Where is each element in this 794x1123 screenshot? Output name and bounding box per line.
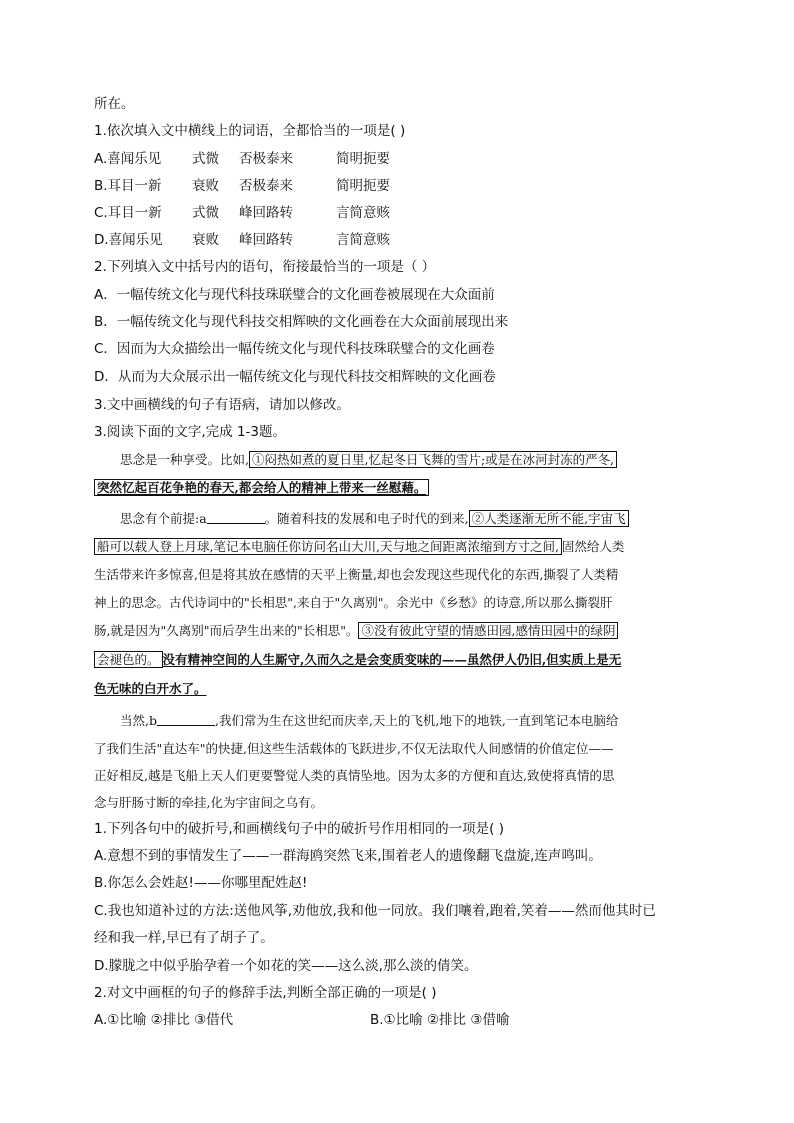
r1-option-c-line2[interactable]: 经和我一样,早已有了胡子了。 — [94, 930, 274, 946]
passage-p2-line3: 生活带来许多惊喜,但是将其放在感情的天平上衡量,却也会发现这些现代化的东西,撕裂了人类精 — [94, 567, 619, 582]
q2-option-a[interactable]: A．一幅传统文化与现代科技珠联璧合的文化画卷被展现在大众面前 — [94, 287, 495, 303]
boxed-sentence-3b: 会褪色的。 — [94, 651, 163, 668]
r1-option-a[interactable]: A.意想不到的事情发生了——一群海鸥突然飞来,围着老人的遗像翻飞盘旋,连声鸣叫。 — [94, 848, 602, 864]
underlined-sentence-1: 突然忆起百花争艳的春天,都会给人的精神上带来一丝慰藉。 — [94, 479, 429, 496]
q2-option-d[interactable]: D．从而为大众展示出一幅传统文化与现代科技交相辉映的文化画卷 — [94, 369, 496, 385]
r2-stem: 2.对文中画框的句子的修辞手法,判断全部正确的一项是( ) — [94, 985, 437, 1001]
r1-option-b[interactable]: B.你怎么会姓赵!——你哪里配姓赵! — [94, 875, 308, 891]
passage-p2-line2: 船可以载人登上月球,笔记本电脑任你访问名山大川,天与地之间距离浓缩到方寸之间, 固然给人类 — [94, 538, 624, 556]
boxed-sentence-2a: ②人类逐渐无所不能,宇宙飞 — [469, 510, 629, 527]
passage-p2-line4: 神上的思念。古代诗词中的"长相思",来自于"久离别"。余光中《乡愁》的诗意,所以那么撕裂肝 — [94, 595, 613, 610]
passage-p3-line3: 正好相反,越是飞船上天人们更要警觉人类的真情坠地。因为太多的方便和直达,致使将真情的思 — [94, 768, 615, 783]
boxed-sentence-2b: 船可以载人登上月球,笔记本电脑任你访问名山大川,天与地之间距离浓缩到方寸之间, — [94, 538, 562, 555]
q2-stem: 2.下列填入文中括号内的语句，衔接最恰当的一项是（ ） — [94, 259, 436, 275]
q2-option-b[interactable]: B．一幅传统文化与现代科技交相辉映的文化画卷在大众面前展现出来 — [94, 314, 509, 330]
blank-a[interactable] — [207, 511, 265, 524]
underlined-sentence-2a: 没有精神空间的人生厮守,久而久之是会变质变味的——虽然伊人仍旧,但实质上是无 — [162, 652, 622, 667]
blank-b[interactable] — [157, 713, 215, 726]
r2-option-b[interactable]: B.①比喻 ②排比 ③借喻 — [370, 1012, 510, 1028]
passage-p3-line1: 当然,b ,我们常为生在这世纪而庆幸,天上的飞机,地下的地铁,一直到笔记本电脑给 — [120, 713, 619, 728]
q2-option-c[interactable]: C．因而为大众描绘出一幅传统文化与现代科技珠联璧合的文化画卷 — [94, 341, 495, 357]
r1-option-d[interactable]: D.朦胧之中似乎胎孕着一个如花的笑——这么淡,那么淡的倩笑。 — [94, 958, 478, 974]
reading-title: 3.阅读下面的文字,完成 1-3题。 — [94, 424, 287, 440]
passage-p2-line7 — [94, 680, 207, 698]
q3-stem: 3.文中画横线的句子有语病，请加以修改。 — [94, 397, 350, 413]
r1-option-c-line1[interactable]: C.我也知道补过的方法:送他风筝,劝他放,我和他一同放。我们嚷着,跑着,笑着——然而他其时已 — [94, 903, 656, 919]
q1-stem: 1.依次填入文中横线上的词语，全都恰当的一项是( ) — [94, 123, 406, 139]
passage-p2-line5: 肠,就是因为"久离别"而后孕生出来的"长相思"。 ③没有彼此守望的情感田园,感情田园中的绿阴 — [94, 622, 618, 640]
document-page: 所在。 1.依次填入文中横线上的词语，全都恰当的一项是( ) A.喜闻乐见 式微 否极泰来 简明扼要 B.耳目一新 衰败 否极泰来 简明扼要 C.耳目一新 式微 峰回路转 言简意赅 D.喜闻乐见 衰败 峰回路转 言简意赅 2.下列填入文中括号内的语句，衔接最恰当的一项是（ ） A．一幅传统文化与现代科技珠联璧合的文化画卷被展现在大众面前 B．一幅传统文化与现代科技交相辉映的文化画卷在大众面前展现出来 C．因而为大众描绘出一幅传统文化与现代科技珠联璧合的文化画卷 D．从而为大众展示出一幅传统文化与现代科技交相辉映的文化画卷 3.文中画横线的句子有语病，请加以修改。 3.阅读下面的文字,完成 1-3题。 思念是一种享受。比如, ①闷热如煮的夏日里,忆起冬日飞舞的雪片;或是在冰河封冻的严冬, 突然忆起百花争艳的春天,都会给人的精神上带来一丝慰藉。 思念有个前提:a 。随着科技的发展和电子时代的到来, ②人类逐渐无所不能,宇宙飞 船可以载人登上月球,笔记本电脑任你访问名山大川,天与地之间距离浓缩到方寸之间, 固然给人类 生活带来许多惊喜,但是将其放在感情的天平上衡量,却也会发现这些现代化的东西,撕裂了人类精 神上的思念。古代诗词中的"长相思",来自于"久离别"。余光中《乡愁》的诗意,所以那么撕裂肝 肠,就是因为"久离别"而后孕生出来的"长相思"。 ③没有彼此守望的情感田园,感情田园中的绿阴 会褪色的。 没有精神空间的人生厮守,久而久之是会变质变味的——虽然伊人仍旧,但实质上是无 色无味的白开水了。 当然,b ,我们常为生在这世纪而庆幸,天上的飞机,地下的地铁,一直到笔记本电脑给 了我们生活"直达车"的快捷,但这些生活载体的飞跃进步,不仅无法取代人间感情的价值定位—— 正好相反,越是飞船上天人们更要警觉人类的真情坠地。因为太多的方便和直达,致使将真情的思 念与肝肠寸断的牵挂,化为宇宙间之乌有。 1.下列各句中的破折号,和画横线句子中的破折号作用相同的一项是( ) A.意想不到的事情发生了——一群海鸥突然飞来,围着老人的遗像翻飞盘旋,连声鸣叫。 B.你怎么会姓赵!——你哪里配姓赵! C.我也知道补过的方法:送他风筝,劝他放,我和他一同放。我们嚷着,跑着,笑着——然而他其时已 经和我一样,早已有了胡子了。 D.朦胧之中似乎胎孕着一个如花的笑——这么淡,那么淡的倩笑。 2.对文中画框的句子的修辞手法,判断全部正确的一项是( ) A.①比喻 ②排比 ③借代 B.①比喻 ②排比 ③借喻 — [94, 96, 656, 1028]
passage-p3-line4: 念与肝肠寸断的牵挂,化为宇宙间之乌有。 — [94, 795, 323, 810]
passage-tail: 所在。 — [94, 96, 135, 112]
r2-option-a[interactable]: A.①比喻 ②排比 ③借代 — [94, 1012, 234, 1028]
boxed-sentence-1: ①闷热如煮的夏日里,忆起冬日飞舞的雪片;或是在冰河封冻的严冬, — [249, 451, 617, 468]
underlined-sentence-2b: 色无味的白开水了。 — [94, 681, 207, 696]
passage-p2-line1: 思念有个前提:a 。随着科技的发展和电子时代的到来, ②人类逐渐无所不能,宇宙飞 — [94, 510, 629, 528]
r1-stem: 1.下列各句中的破折号,和画横线句子中的破折号作用相同的一项是( ) — [94, 821, 504, 837]
passage-p1-line2 — [94, 479, 429, 497]
passage-p3-line2: 了我们生活"直达车"的快捷,但这些生活载体的飞跃进步,不仅无法取代人间感情的价值定位—— — [94, 741, 614, 756]
boxed-sentence-3a: ③没有彼此守望的情感田园,感情田园中的绿阴 — [358, 622, 618, 639]
passage-p1-line1: 思念是一种享受。比如, ①闷热如煮的夏日里,忆起冬日飞舞的雪片;或是在冰河封冻的严冬, — [94, 451, 617, 469]
passage-p2-line6 — [94, 651, 621, 669]
